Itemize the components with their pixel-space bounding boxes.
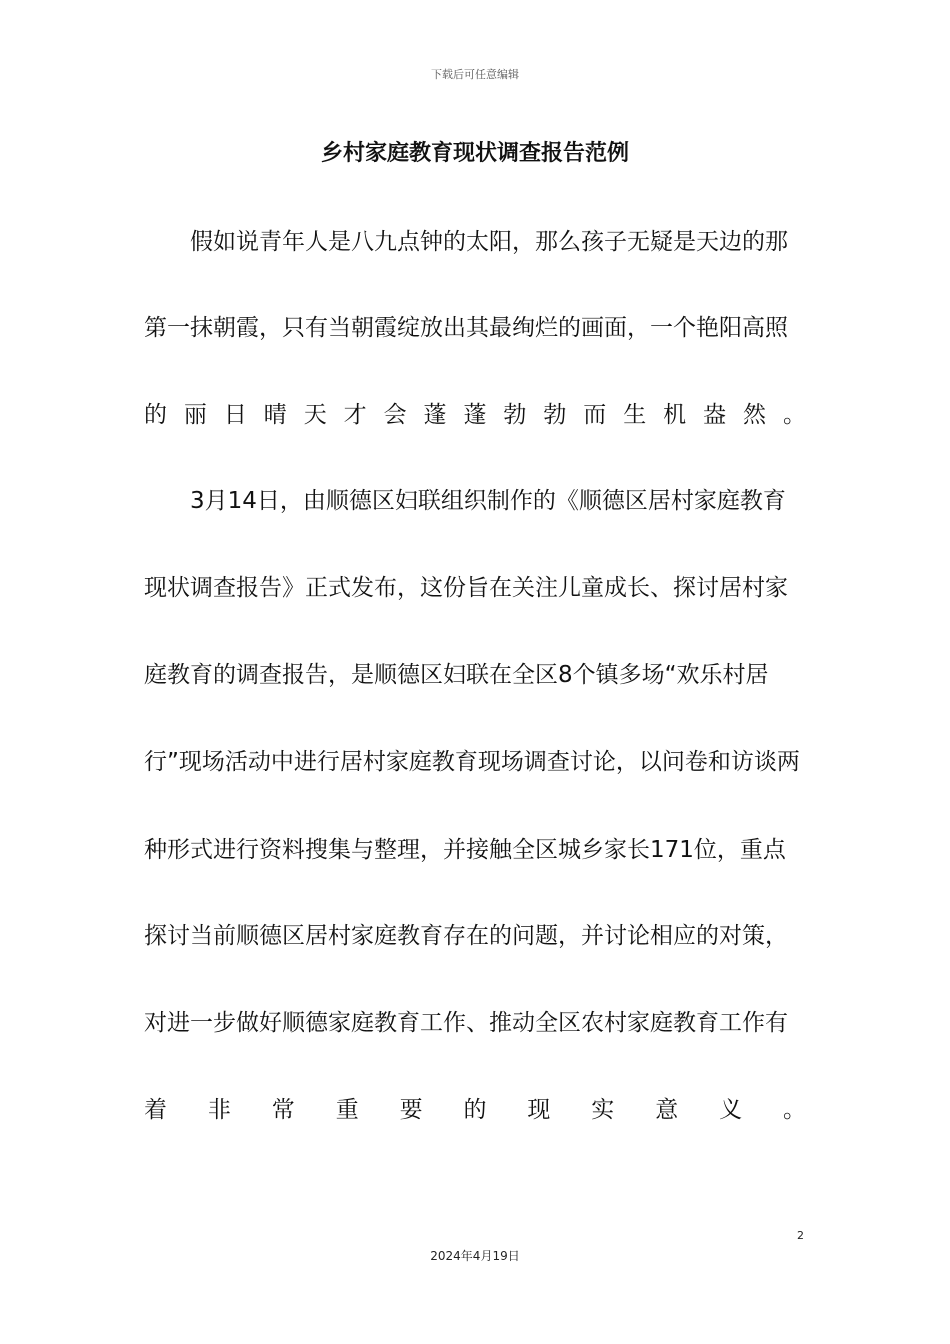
paragraph-line: 假如说青年人是八九点钟的太阳，那么孩子无疑是天边的那 [190,229,788,255]
header-note: 下载后可任意编辑 [431,68,519,81]
document-title: 乡村家庭教育现状调查报告范例 [320,141,629,166]
spread-text: 着 非 常 重 要 的 现 实 意 义 。 [144,1097,806,1123]
paragraph-line: 对进一步做好顺德家庭教育工作、推动全区农村家庭教育工作有 [144,1010,788,1036]
page-number: 2 [797,1229,804,1242]
paragraph-line: 庭教育的调查报告，是顺德区妇联在全区8个镇多场“欢乐村居 [144,662,769,688]
paragraph-line [144,400,806,430]
paragraph-line: 第一抹朝霞，只有当朝霞绽放出其最绚烂的画面，一个艳阳高照 [144,315,788,341]
paragraph-line: 行”现场活动中进行居村家庭教育现场调查讨论，以问卷和访谈两 [144,749,800,775]
footer-date: 2024年4月19日 [430,1249,520,1263]
paragraph-line: 种形式进行资料搜集与整理，并接触全区城乡家长171位，重点 [144,837,786,863]
spread-text: 的 丽 日 晴 天 才 会 蓬 蓬 勃 勃 而 生 机 盎 然 。 [144,402,806,428]
paragraph-line [144,1095,806,1125]
paragraph-line: 3月14日，由顺德区妇联组织制作的《顺德区居村家庭教育 [190,488,786,514]
paragraph-line: 现状调查报告》正式发布，这份旨在关注儿童成长、探讨居村家 [144,575,788,601]
paragraph-line: 探讨当前顺德区居村家庭教育存在的问题，并讨论相应的对策， [144,923,788,949]
